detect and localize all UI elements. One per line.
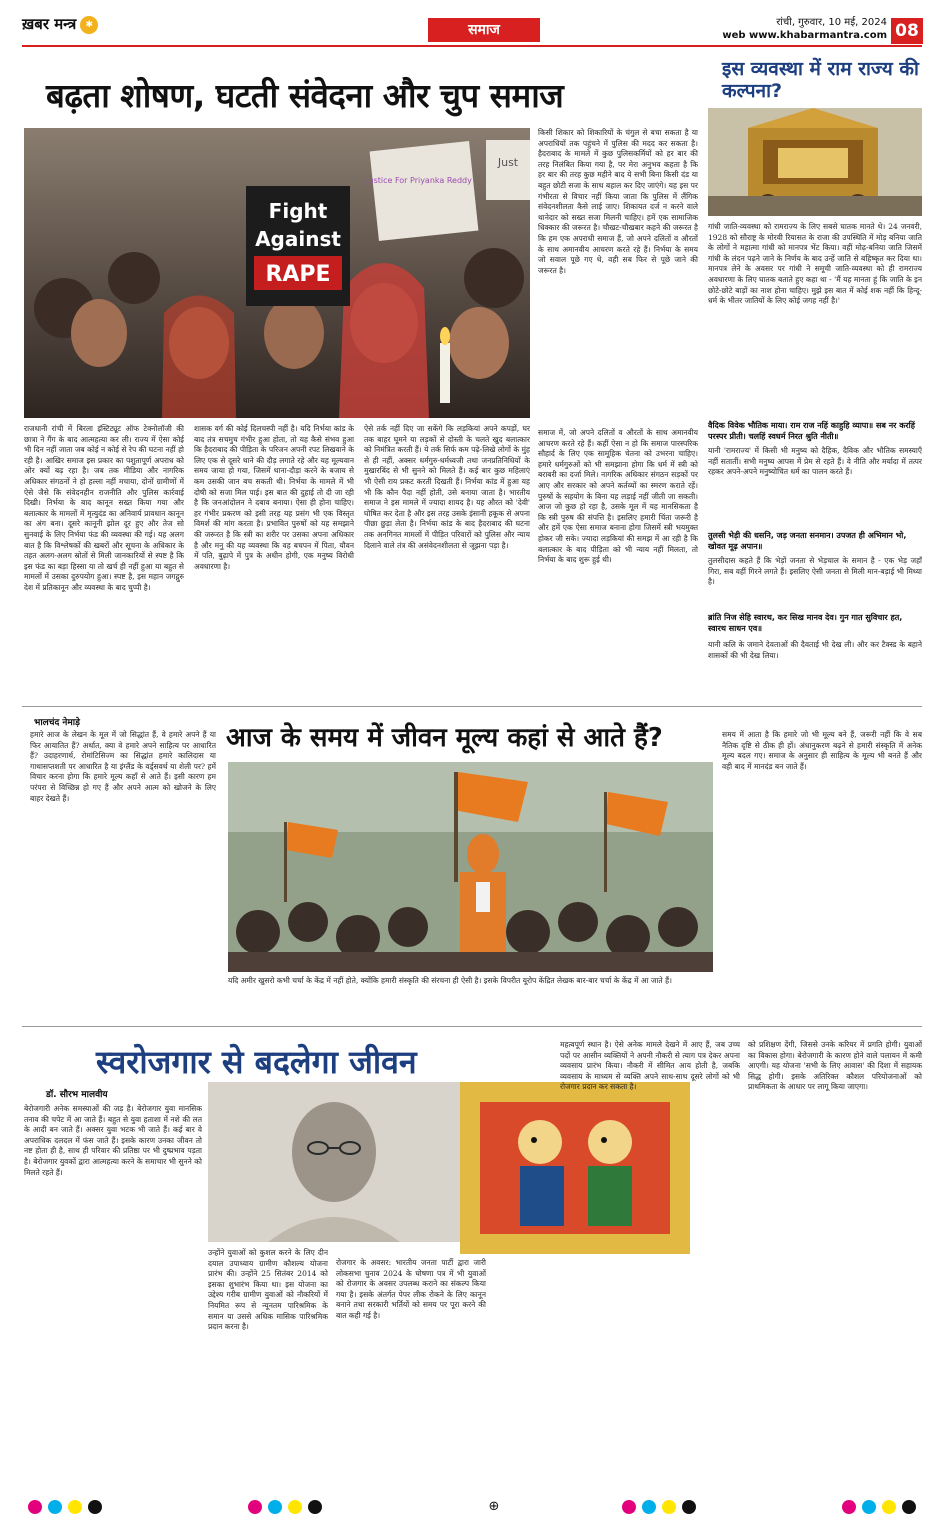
rally-photo <box>228 762 713 972</box>
protest-sign-word-1: Fight <box>268 199 328 223</box>
magenta-dot-icon <box>28 1500 42 1514</box>
story3-column-2-text: उन्होंने युवाओं को कुशल करने के लिए दीन दयाल उपाध्याय ग्रामीण कौशल्य योजना प्रारंभ की। उन्होंने 25 सितंबर 2014 को इसका शुभारंभ किया था। इस योजना का उद्देश्य गरीब ग्रामीण युवाओं को नौकरियों में नियमित रूप से न्यूनतम पारिश्रमिक के समान या उससे अधिक मासिक पारिश्रमिक प्रदान करना है। <box>208 1248 328 1332</box>
story3-column-4 <box>560 1040 740 1494</box>
magenta-dot-icon <box>622 1500 636 1514</box>
logo-badge-icon: ✱ <box>80 16 98 34</box>
black-dot-icon <box>308 1500 322 1514</box>
protest-sign-justice: Justice For Priyanka Reddy <box>366 176 472 185</box>
sidebar-body-2-text: यानी 'रामराज्य' में किसी भी मनुष्य को दैहिक, दैविक और भौतिक समस्याएँ नहीं सतातीं। सभी मनुष्य आपस में प्रेम से रहते हैं। वे नीति और मर्यादा में तत्पर रहकर अपने-अपने मनुष्योचित धर्म का पालन करते हैं। <box>708 446 922 477</box>
registration-mark-icon: ⊕ <box>488 1499 500 1514</box>
issue-date: रांची, गुरुवार, 10 मई, 2024 <box>776 17 887 28</box>
story3-column-3 <box>336 1258 486 1494</box>
story2-column-4-text: समय में आता है कि हमारे जो भी मूल्य बने हैं, जरूरी नहीं कि वे सब नैतिक दृष्टि से ठीक ही हों। अंधानुकरण बढ़ने से हमारी संस्कृति में अनेक मूल्य बदल गए। समाज के अनुसार ही साहित्य के मूल्य भी बनते हैं और वही बाद में मानदंड बन जाते हैं। <box>722 730 922 771</box>
protest-photo-illustration <box>24 128 530 418</box>
story3-byline: डॉ. सौरभ मालवीय <box>46 1090 108 1100</box>
chariot-photo <box>708 108 922 216</box>
story1-column-3 <box>364 424 530 692</box>
story2-headline: आज के समय में जीवन मूल्य कहां से आते हैं? <box>226 723 663 753</box>
protest-sign-word-2: Against <box>255 227 341 251</box>
sidebar-quote-2: तुलसी भेड़ी की धसनि, जड़ जनता सनमान। उपजत ही अभिमान भो, खोवत मूढ़ अपान॥ <box>708 531 907 551</box>
cyan-dot-icon <box>862 1500 876 1514</box>
black-dot-icon <box>902 1500 916 1514</box>
protest-photo <box>24 128 530 418</box>
story1-column-4 <box>538 128 698 422</box>
sidebar-body-3 <box>708 556 922 608</box>
sidebar-body <box>708 222 922 418</box>
sidebar-body-3-text: तुलसीदास कहते हैं कि भेड़ों जनता से भेड़चाल के समान है - एक भेड़ जहाँ गिरा, सब वहीं गिरने लगते हैं। इसलिए ऐसी जनता से मिली मान-बड़ाई भी मिथ्या है। <box>708 556 922 587</box>
sidebar-body-2 <box>708 446 922 526</box>
section-tag: समाज <box>428 18 540 42</box>
protest-sign-word-3: RAPE <box>265 262 331 287</box>
story1-column-1 <box>24 424 184 692</box>
story3-column-2 <box>208 1248 328 1494</box>
story2-caption-column <box>228 976 713 1020</box>
story1-column-5 <box>538 428 698 692</box>
story3-headline: स्वरोजगार से बदलेगा जीवन <box>96 1043 417 1081</box>
story2-byline: भालचंद नेमाड़े <box>34 718 80 728</box>
story1-column-3-text: ऐसे तर्क नहीं दिए जा सकेंगे कि लड़कियां अपने कपड़ों, घर तक बाहर घूमने या लड़कों से दोस्ती के चलते खुद बलात्कार को निमंत्रित करती हैं। ये तर्क सिर्फ कम पढ़े-लिखे लोगों के मुंह से ही नहीं, अक्सर धर्मगुरु-धर्मध्वजी तथा जनप्रतिनिधियों के मुखारबिंद से भी सुनने को मिलते हैं। कई बार कुछ महिलाएं भी ऐसी राय प्रकट करती दिखती हैं। निर्भया कांड में हुआ यह भी कि कौन पैदा नहीं होती, उसे बनाया जाता है। भारतीय समाज ने इस मामले में ज्यादा शायद है। यह औरत को 'देवी' घोषित कर देता है और इस तरह उसके इंसानी हकूक से अपना पीछा छुड़ा लेता है। निर्भया कांड के बाद हैदराबाद की घटना तक अनगिनत मामलों में पीड़ित परिवारों को पुलिस और न्याय दिलाने वाले तंत्र की असंवेदनशीलता से जूझना पड़ा है। <box>364 424 530 550</box>
sidebar-body-4 <box>708 640 922 692</box>
cyan-dot-icon <box>268 1500 282 1514</box>
logo-text: ख़बर मन्त्र <box>22 15 77 33</box>
story2-column-1-text: हमारे आज के लेखन के मूल में जो सिद्धांत हैं, वे हमारे अपने हैं या फिर आयातित हैं? अर्थात, क्या वे हमारे अपने साहित्य पर आधारित हैं? उदाहरणार्थ, रोमांटिसिज्म का सिद्धांत हमारे कालिदास या गाथासप्तशती पर आधारित है या इंग्लैंड के वर्ड्सवर्थ या शेली पर? हमें विचार करना होगा कि हमारे मूल्य कहाँ से आते हैं। इसी कारण हम परंपरा से विच्छिन्न हो गए हैं और अपने आत्म को खोजने के लिए बाहर देखते हैं। <box>30 730 216 803</box>
sidebar-headline: इस व्यवस्था में राम राज्य की कल्पना? <box>722 58 919 102</box>
magenta-dot-icon <box>248 1500 262 1514</box>
gandhi-illustration <box>208 1082 460 1242</box>
black-dot-icon <box>682 1500 696 1514</box>
story1-column-2 <box>194 424 354 692</box>
sidebar-body-4-text: यानी कलि के जमाने देवताओं की दैवताई भी देख ली। और कर टैक्स्ड के बहाने शासकों की भी देख लिया। <box>708 640 922 660</box>
story3-column-1 <box>24 1104 202 1494</box>
story1-column-1-text: राजधानी रांची में बिरला इंस्टिट्यूट ऑफ टेक्नोलॉजी की छात्रा ने गैंग के बाद आत्महत्या कर ली। राज्य में ऐसा कोई भी दिन नहीं जाता जब कोई न कोई से रेप की घटना नहीं हो रही है। आखिर समाज इस प्रकार का पशुतापूर्ण अपराध को ओर क्यों बढ़ रहा है। जब तक मीडिया और नागरिक अधिकार संगठनों ने हो हल्ला नहीं मचाया, दोनों ग्रामीणों में ऐसे जैसे कि संवेदनहीन राजनीति और पुलिस कार्रवाई दिखी। निर्भया के बाद कानून सख्त किया गया और बलात्कार के मामलों में मृत्युदंड का अनिवार्य प्रावधान कानून का अंग बना। दूसरे कानूनी झोल दूर हुए और तेज सो सुनवाई के लिए निर्भया फंड की व्यवस्था की गई। यह अलग बात है कि विश्लेषकों की खबरों और सूचना के अधिकार के तहत अलग-अलग स्रोतों से मिली जानकारियों से स्पष्ट है कि इस फंड का बड़ा हिस्सा या तो खर्च ही नहीं हुआ या बहुत से मामलों में उसका दुरुपयोग हुआ। स्पष्ट है, इस महान जगद्गुरु देश में प्रतिकानून और व्यवस्था के बाद चुप्पी है। <box>24 424 184 592</box>
story3-column-3-text: रोजगार के अवसर: भारतीय जनता पार्टी द्वारा जारी लोकसभा चुनाव 2024 के घोषणा पत्र में भी युवाओं को रोजगार के अवसर उपलब्ध कराने का संकल्प किया गया है। इसके अंतर्गत पेपर लीक रोकने के लिए कानून बनाने तथा सरकारी भर्तियों को समय पर पूरा करने की बात कही गई है। <box>336 1258 486 1320</box>
masthead <box>0 0 945 46</box>
sidebar-quote-1: वैदिक विवेक भौतिक माया। राम राज नहिं काहुहि व्यापा॥ सब नर करहिं परस्पर प्रीती। चलहिं स्वधर्म निरत श्रुति नीती॥ <box>708 421 915 441</box>
print-registration-strip <box>22 1500 922 1514</box>
story1-headline: बढ़ता शोषण, घटती संवेदना और चुप समाज <box>46 76 564 115</box>
story3-column-5 <box>748 1040 922 1494</box>
story1-column-4-text: किसी शिकार को शिकारियों के चंगुल से बचा सकता है या अपराधियों तक पहुंचने में पुलिस की मदद कर सकता है। हैदराबाद के मामले में कुछ पुलिसकर्मियों को हर बार की तरह निलंबित किया गया है, पर मेरा अनुभव कहता है कि हर बार की तरह कुछ महीने बाद ये सभी बिना किसी दंड या बहुत छोटी सजा के साथ बहाल कर दिए जाएंगे। यह इस पर गंभीरता से विचार नहीं किया जाता कि पुलिस में लैंगिक संवेदनशीलता कैसे लाई जाए। शिकायत दर्ज न करने वाले थानेदार को सख्त सजा मिलनी चाहिए। हमें एक सामाजिक धिक्कार की जरूरत है। चौखट-चौखबार कहने की जरूरत है कि हम एक अपराधी समाज हैं, जो अपने दलितों व औरतों के साथ अमानवीय आचरण करते रहे हैं। निर्भया के समय जो सवाल पूछे गए थे, वही सब फिर से पूछे जाने की जरूरत है। <box>538 128 698 275</box>
sidebar-body-text: गांधी जाति-व्यवस्था को रामराज्य के लिए सबसे घातक मानते थे। 24 जनवरी, 1928 को सौराष्ट्र के मोरवी रियासत के राजा की उपस्थिति में मोड़ बनिया जाति के लोगों ने महात्मा गांधी को मानपत्र भेंट किया। वहीं मोढ़-बनिया जाति जिसमें गांधी के लंदन पढ़ने जाने के निर्णय के बाद उन्हें जाति से बहिष्कृत कर दिया था। मानपत्र लेने के अवसर पर गांधी ने समूची जाति-व्यवस्था को ही रामराज्य अवधारणा के लिए घातक बताते हुए कहा था - 'मैं यह मानता हूं कि जाति के इन छोटे-छोटे बाड़ों का नाश होना चाहिए। मुझे इस बात में कोई शक नहीं कि हिन्दू-धर्म के भीतर जातियों के लिए कोई जगह नहीं है।' <box>708 222 922 306</box>
story1-column-5-text: समाज में, जो अपने दलितों व औरतों के साथ अमानवीय आचरण करते रहे हैं। कहीं ऐसा न हो कि समाज पारस्परिक सौहार्द के लिए एक सामूहिक चेतना को उभरना चाहिए। हमारे धर्मगुरुओं को भी समझाना होगा कि धर्म में स्त्री को बराबरी का दर्जा मिले। नागरिक अधिकार संगठन सड़कों पर आए और सरकार को अपने कर्तव्यों का स्मरण कराते रहें। पुरुषों के सहयोग के बिना यह लड़ाई नहीं जीती जा सकती। आज जो कुछ हो रहा है, उसके मूल में यह मानसिकता है कि स्त्री पुरुष की संपत्ति है। इसलिए हमारी चिंता जरूरी है और हमें एक ऐसा समाज बनाना होगा जिसमें स्त्री भयमुक्त होकर जी सके। ज्यादा लड़कियां की समझ में आ रही है कि बलात्कार के बाद पीड़िता को भी न्याय नहीं मिलता, तो निर्भया के बाद शुरू हुई थी। <box>538 428 698 565</box>
newspaper-logo[interactable] <box>22 14 98 34</box>
yellow-dot-icon <box>662 1500 676 1514</box>
page-number: 08 <box>891 18 923 44</box>
cyan-dot-icon <box>642 1500 656 1514</box>
chariot-illustration <box>708 108 922 216</box>
story3-column-1-text: बेरोजगारी अनेक समस्याओं की जड़ है। बेरोजगार युवा मानसिक तनाव की चपेट में आ जाते हैं। बहुत से युवा हताशा में नशे की लत के आदी बन जाते हैं। अक्सर युवा भटक भी जाते हैं। कई बार वे अपराधिक दलदल में फंस जाते हैं। इसके कारण उनका जीवन तो नष्ट होता ही है, साथ ही परिवार की प्रतिष्ठा पर भी दुष्प्रभाव पड़ता है। बेरोजगार युवकों द्वारा आत्महत्या करने के समाचार भी सुनने को मिलते रहते हैं। <box>24 1104 202 1177</box>
yellow-dot-icon <box>288 1500 302 1514</box>
gandhi-drawing <box>208 1082 460 1242</box>
rally-illustration <box>228 762 713 972</box>
story2-column-1 <box>30 730 216 1014</box>
section-divider-2 <box>22 1026 922 1027</box>
black-dot-icon <box>88 1500 102 1514</box>
yellow-dot-icon <box>68 1500 82 1514</box>
story3-column-4-text: महत्वपूर्ण स्थान है। ऐसे अनेक मामले देखने में आए हैं, जब उच्च पदों पर आसीन व्यक्तियों ने अपनी नौकरी से त्याग पत्र देकर अपना व्यवसाय प्रारंभ किया। नौकरी में सीमित आय होती है, जबकि व्यवसाय के माध्यम से व्यक्ति अपने साथ-साथ दूसरे लोगों को भी रोजगार प्रदान कर सकता है। <box>560 1040 740 1092</box>
magenta-dot-icon <box>842 1500 856 1514</box>
masthead-divider <box>22 45 922 47</box>
story3-column-5-text: को प्रशिक्षण देंगी, जिससे उनके करियर में प्रगति होगी। युवाओं का विकास होगा। बेरोजगारी के कारण होने वाले पलायन में कमी आएगी। यह योजना 'सभी के लिए आवास' की दिशा में सहायक सिद्ध होगी। इसके अतिरिक्त कौशल परियोजनाओं को प्राथमिकता के आधार पर लागू किया जाएगा। <box>748 1040 922 1092</box>
story2-column-4 <box>722 730 922 1014</box>
website-link[interactable]: web www.khabarmantra.com <box>722 30 887 41</box>
dateline <box>722 16 887 42</box>
section-divider-1 <box>22 706 922 707</box>
story1-column-2-text: शासक वर्ग की कोई दिलचस्पी नहीं है। यदि निर्भया कांड के बाद तंत्र सचमुच गंभीर हुआ होता, तो यह कैसे संभव हुआ कि हैदराबाद की पीड़िता के परिजन अपनी रपट लिखवाने के लिए एक से दूसरे थाने की दौड़ लगाते रहे और यह मूल्यवान समय जाया हो गया, जिसमें थाना-दौड़ा करने के बजाय से कम उसकी जान बच सकती थी। निर्भया के मामले में भी दोषी को सजा मिल पाई। इस बात की दुहाई तो दी जा रही है कि जनआंदोलन ने दबाव बनाया। ऐसा ही होना चाहिए। हर गंभीर प्रकरण को इसी तरह यह प्रसंग भी एक विस्तृत विमर्श की मांग करता है। प्रभावित पुरुषों को यह समझाने की जरूरत है कि स्त्री का शरीर पर उसका अपना अधिकार है और मनु की यह व्यवस्था कि वह बचपन में पिता, यौवन में पति, बुढ़ापे में पुत्र के अधीन होगी, एक मनुष्य विरोधी अवधारणा है। <box>194 424 354 571</box>
sidebar-quote-3: ब्रांति निज सेहि स्वारथ, कर सिख मानव देव। गुन गात सुविचार हत, स्वारथ साधन एव॥ <box>708 613 903 633</box>
story2-caption-text: यदि अमीर खुसरो कभी चर्चा के केंद्र में नहीं होते, क्योंकि हमारी संस्कृति की संरचना ही ऐसी है। इसके विपरीत यूरोप केंद्रित लेखक बार-बार चर्चा के केंद्र में आ जाते हैं। <box>228 976 672 985</box>
protest-sign-just: Just <box>497 156 519 169</box>
yellow-dot-icon <box>882 1500 896 1514</box>
cyan-dot-icon <box>48 1500 62 1514</box>
